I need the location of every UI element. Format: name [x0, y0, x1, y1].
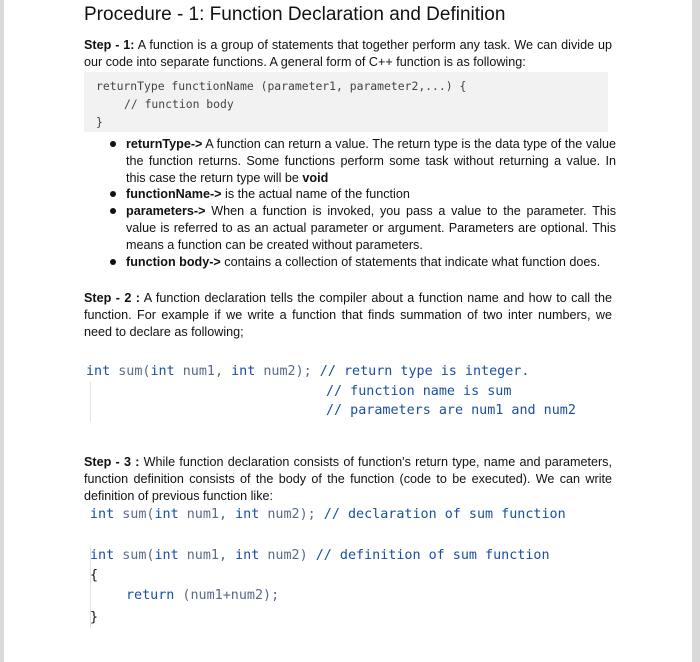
bullet-trail: void	[302, 170, 329, 185]
bullet-function-body	[108, 254, 616, 271]
return-expression: (num1+num2);	[174, 588, 280, 603]
bullet-term: parameters->	[126, 204, 206, 219]
function-name: sum(	[114, 548, 155, 563]
bullet-text: contains a collection of statements that indicate what function does.	[220, 254, 601, 269]
keyword-int: int	[235, 548, 260, 563]
keyword-int: int	[150, 364, 175, 379]
step-3-text: While function declaration consists of function's return type, name and parameters, function definition consists of the body of the function (code to be executed). We can write definition of previous function like:	[84, 455, 612, 503]
return-statement	[126, 588, 279, 603]
step-1-paragraph	[84, 37, 612, 71]
general-form-code-block	[84, 72, 608, 132]
function-name: sum(	[110, 364, 151, 379]
param: num1,	[178, 507, 236, 522]
declaration-code-line-3: // parameters are num1 and num2	[326, 403, 576, 418]
keyword-int: int	[154, 548, 179, 563]
bullet-return-type	[108, 136, 616, 186]
step-2-label: Step - 2 :	[84, 291, 141, 305]
param: num2)	[259, 548, 308, 563]
declaration-code-line-1	[86, 364, 529, 379]
code-comment: // return type is integer.	[311, 364, 530, 379]
keyword-int: int	[231, 364, 256, 379]
general-form-line-2: // function body	[124, 97, 234, 111]
declaration-code-line-2: // function name is sum	[326, 384, 512, 399]
step-1-label: Step - 1:	[84, 38, 135, 52]
code-comment: // declaration of sum function	[315, 507, 566, 522]
param: num2);	[259, 507, 316, 522]
general-form-line-3: }	[96, 115, 103, 129]
keyword-return: return	[126, 588, 175, 603]
code-comment: // definition of sum function	[307, 548, 550, 563]
close-brace: }	[90, 610, 99, 625]
step-1-text: A function is a group of statements that together perform any task. We can divide up our code into separate functions. A general form of C++ function is as following:	[84, 38, 612, 69]
bullet-text: A function can return a value. The return type is the data type of the value the function returns. Some functions perform some task without returning a value. In this case the return type will be	[126, 137, 616, 185]
code-gutter	[90, 382, 91, 422]
definition-header-line	[90, 548, 550, 563]
page-title: Procedure - 1: Function Declaration and Definition	[84, 4, 506, 25]
keyword-int: int	[154, 507, 179, 522]
function-name: sum(	[114, 507, 155, 522]
param: num1,	[174, 364, 232, 379]
bullet-text: is the actual name of the function	[221, 187, 410, 202]
bullet-function-name	[108, 186, 616, 203]
bullet-text: When a function is invoked, you pass a value to the parameter. This value is referred to as an actual parameter or argument. Parameters are optional. This means a function can be created without parameters.	[126, 204, 616, 252]
step-2-text: A function declaration tells the compiler about a function name and how to call the function. For example if we write a function that finds summation of two inter numbers, we need to declare as following;	[84, 291, 613, 339]
keyword-int: int	[90, 507, 115, 522]
keyword-int: int	[90, 548, 115, 563]
param: num2);	[255, 364, 312, 379]
step-3-label: Step - 3 :	[84, 455, 140, 469]
param: num1,	[178, 548, 236, 563]
definition-decl-line	[90, 507, 566, 522]
general-form-line-1: returnType functionName (parameter1, parameter2,...) {	[96, 79, 467, 93]
keyword-int: int	[86, 364, 111, 379]
open-brace: {	[90, 568, 99, 583]
bullet-term: functionName->	[126, 187, 222, 202]
step-3-paragraph	[84, 454, 612, 505]
bullet-parameters	[108, 203, 616, 253]
bullet-term: returnType->	[126, 137, 203, 151]
keyword-int: int	[235, 507, 260, 522]
step-2-paragraph	[84, 290, 612, 341]
definition-list	[108, 136, 616, 270]
bullet-term: function body->	[126, 254, 221, 269]
